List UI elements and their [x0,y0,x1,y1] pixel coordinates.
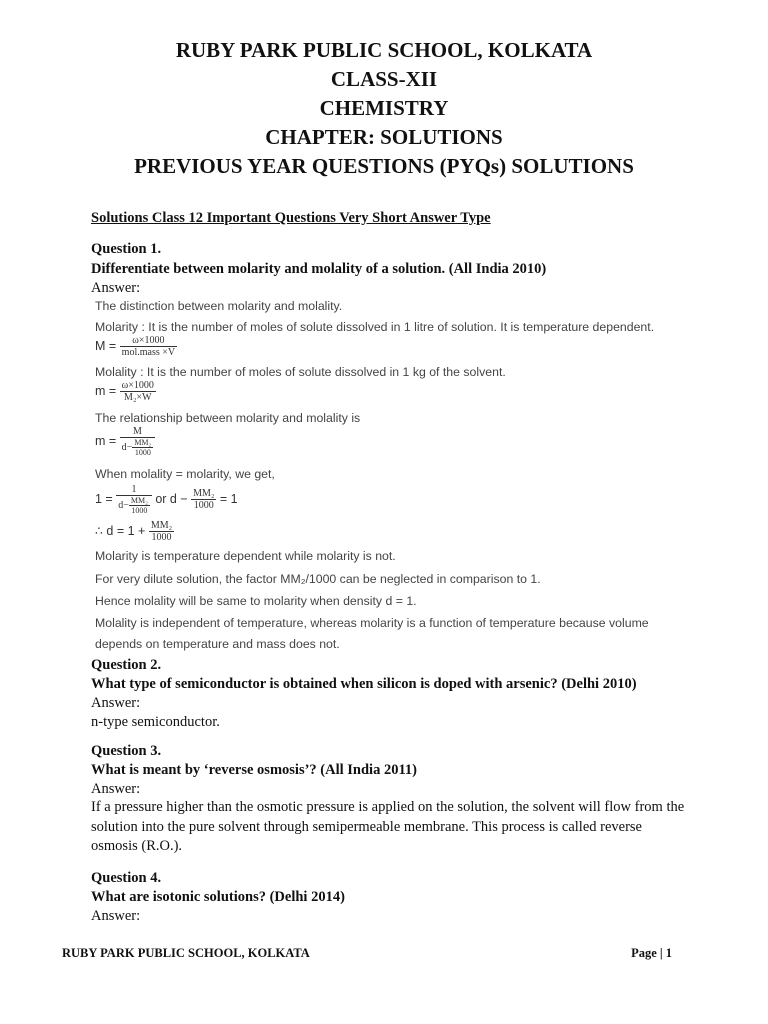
fraction-denominator: M₂×W [124,392,152,403]
equation-fraction [191,488,216,511]
answer-line: Hence molality will be same to molarity when density d = 1. [95,594,417,608]
fraction-numerator: M [120,426,156,438]
fraction-denominator: mol.mass ×V [121,347,176,358]
question-3-label: Question 3. [91,743,162,759]
fraction-numerator: 1 [116,484,152,496]
equation-lhs: ∴ d = 1 + [95,523,149,538]
fraction-denominator: 1000 [131,506,148,515]
question-4-answer-label: Answer: [91,908,141,924]
fraction-denominator: 1000 [134,448,151,457]
answer-line: Molality : It is the number of moles of solute dissolved in 1 kg of the solvent. [95,365,506,379]
denominator-term: d− [118,499,129,511]
fraction-numerator: ω×1000 [120,335,177,347]
nested-fraction [129,496,150,515]
denominator-term: d− [121,441,133,453]
footer-school-name: RUBY PARK PUBLIC SCHOOL, KOLKATA [62,946,310,960]
equation-relationship [95,426,155,457]
question-2-label: Question 2. [91,657,162,673]
answer-line: The relationship between molarity and molality is [95,411,361,425]
equation-fraction [149,520,174,543]
answer-line: depends on temperature and mass does not. [95,637,340,651]
nested-fraction [132,438,153,457]
page-number: Page | 1 [631,946,672,960]
subject-title: CHEMISTRY [319,96,449,120]
document-header [0,36,768,181]
answer-line: Molality is independent of temperature, whereas molarity is a function of temperature because volume [95,616,649,630]
question-1-text: Differentiate between molarity and molality of a solution. (All India 2010) [91,261,547,277]
question-2-answer-label: Answer: [91,695,141,711]
question-2-answer: n-type semiconductor. [91,714,220,730]
fraction-numerator: MM₂ [134,438,152,447]
question-3-text: What is meant by ‘reverse osmosis’? (All India 2011) [91,762,417,778]
fraction-denominator [120,438,156,457]
question-1-label: Question 1. [91,241,162,257]
question-4-text: What are isotonic solutions? (Delhi 2014) [91,889,345,905]
fraction-numerator: MM₂ [130,496,148,505]
fraction-numerator: ω×1000 [121,380,154,391]
document-title: PREVIOUS YEAR QUESTIONS (PYQs) SOLUTIONS [134,154,634,178]
equation-lhs: m = [95,383,120,398]
equation-fraction [116,484,152,515]
answer-line: When molality = molarity, we get, [95,467,275,481]
equation-molality [95,380,156,403]
question-4-label: Question 4. [91,870,162,886]
equation-lhs: M = [95,338,120,353]
fraction-denominator [116,496,152,515]
equation-or: or d − [155,491,192,506]
answer-line: Molarity : It is the number of moles of solute dissolved in 1 litre of solution. It is temperature dependent. [95,320,655,334]
school-name: RUBY PARK PUBLIC SCHOOL, KOLKATA [175,38,593,62]
equation-fraction [120,380,156,403]
question-2-text: What type of semiconductor is obtained when silicon is doped with arsenic? (Delhi 2010) [91,676,637,692]
question-1-answer-label: Answer: [91,280,141,296]
equation-rhs: = 1 [219,491,238,506]
equation-lhs: 1 = [95,491,117,506]
question-3-answer-label: Answer: [91,781,141,797]
equation-fraction [120,335,177,358]
answer-line: For very dilute solution, the factor MM₂/1000 can be neglected in comparison to 1. [95,572,541,586]
class-title: CLASS-XII [330,67,438,91]
fraction-denominator: 1000 [151,532,172,543]
fraction-numerator: MM₂ [150,520,173,531]
section-title: Solutions Class 12 Important Questions Very Short Answer Type [91,210,491,226]
fraction-numerator: MM₂ [193,488,215,499]
question-3-answer: If a pressure higher than the osmotic pressure is applied on the solution, the solvent will flow from the solution into the pure solvent through semipermeable membrane. This process is called reverse osmosis (R.O.). [91,799,685,854]
answer-line: Molarity is temperature dependent while molarity is not. [95,549,396,563]
equation-equal-condition [95,484,238,515]
equation-fraction [120,426,156,457]
equation-molarity [95,335,177,358]
answer-line: The distinction between molarity and molality. [95,299,343,313]
equation-lhs: m = [95,433,120,448]
chapter-title: CHAPTER: SOLUTIONS [265,125,503,149]
equation-density [95,520,174,543]
fraction-denominator: 1000 [193,500,214,511]
